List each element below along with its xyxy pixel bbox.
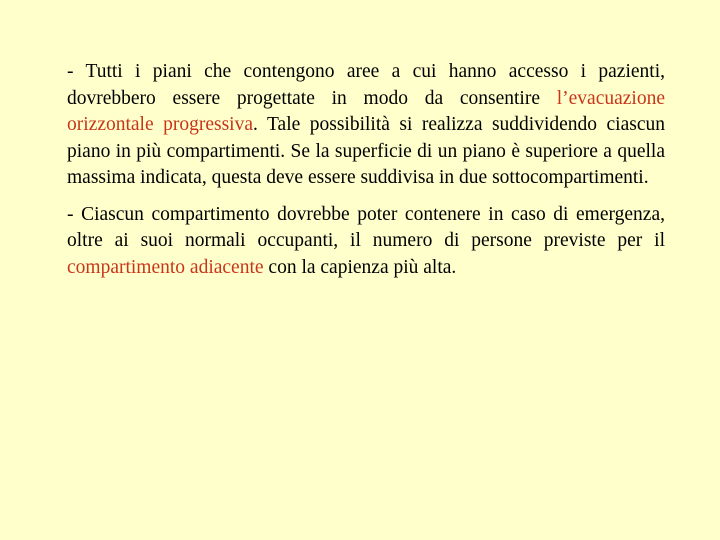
paragraph-text: . Tale possibilità si realizza suddividendo ciascun piano in più compartimenti. Se la superficie di un piano è superiore a quella massima indicata, questa deve essere suddivisa in due sottocompartimenti. bbox=[67, 114, 665, 188]
paragraph-text: - Ciascun compartimento dovrebbe poter contenere in caso di emergenza, oltre ai suoi normali occupanti, il numero di persone previste per il bbox=[67, 203, 665, 251]
paragraph-evacuation bbox=[67, 59, 665, 192]
paragraph-text: con la capienza più alta. bbox=[263, 256, 457, 278]
slide-body bbox=[67, 59, 665, 281]
paragraph-compartment-capacity bbox=[67, 202, 665, 282]
highlighted-term: compartimento adiacente bbox=[67, 256, 264, 278]
highlighted-term: l’evacuazione orizzontale progressiva bbox=[67, 87, 665, 135]
paragraph-text: - Tutti i piani che contengono aree a cui hanno accesso i pazienti, dovrebbero essere progettate in modo da consentire bbox=[67, 61, 665, 109]
